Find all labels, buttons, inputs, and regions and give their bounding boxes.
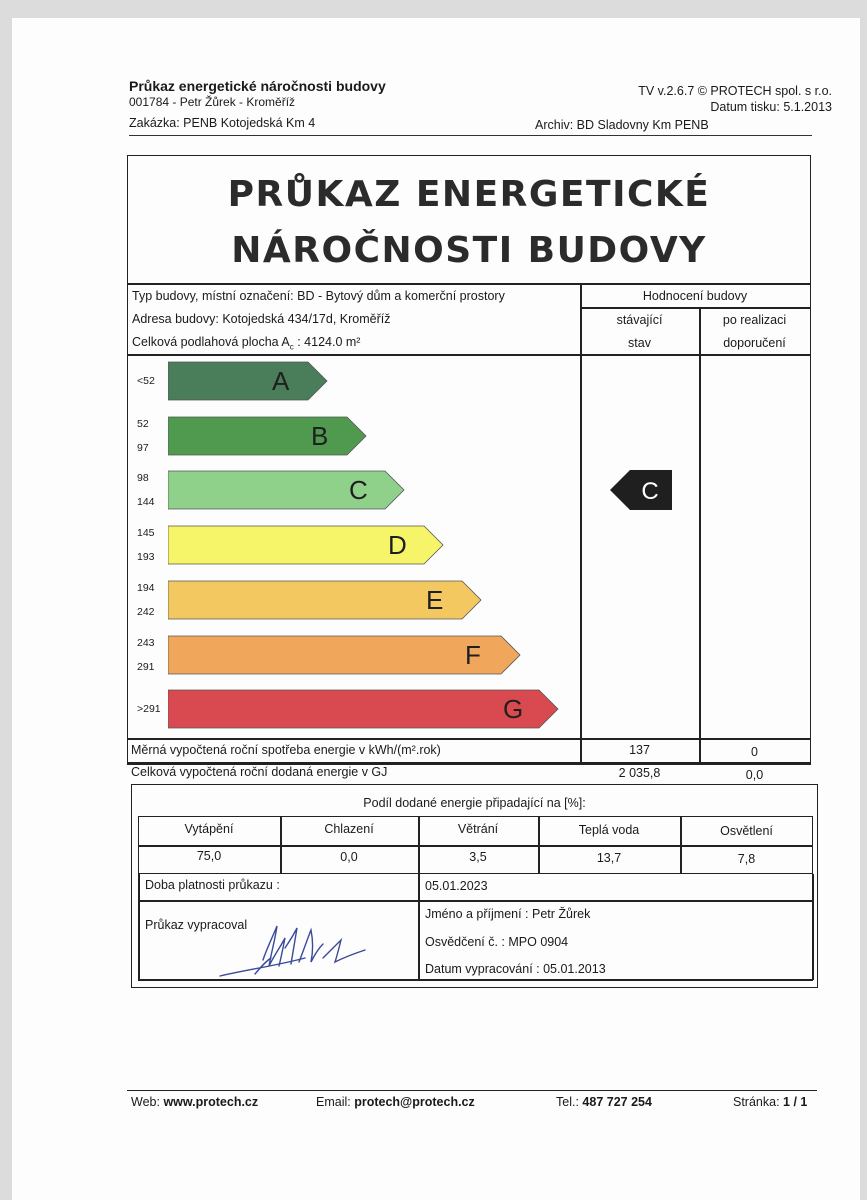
certificate-number: Osvědčení č. : MPO 0904 <box>425 935 569 949</box>
class-range-bottom-d: 193 <box>137 551 155 563</box>
divider <box>138 845 813 847</box>
assessor-name: Jméno a příjmení : Petr Žůrek <box>425 907 591 921</box>
energy-class-letter: D <box>388 530 407 560</box>
energy-share-title: Podíl dodané energie připadající na [%]: <box>363 796 586 810</box>
class-range-top-e: 194 <box>137 582 155 594</box>
class-range-top-f: 243 <box>137 637 155 649</box>
header-divider <box>129 135 812 136</box>
energy-class-b-arrow <box>168 416 367 456</box>
share-header-heating: Vytápění <box>184 822 234 836</box>
current-class-marker <box>610 470 672 515</box>
current-class-letter: C <box>641 478 659 505</box>
energy-class-e-arrow <box>168 580 482 620</box>
archive-name: Archiv: BD Sladovny Km PENB <box>535 118 709 132</box>
building-address: Adresa budovy: Kotojedská 434/17d, Kroměříž <box>132 312 391 326</box>
after-realization-label-2: doporučení <box>723 336 786 350</box>
specific-consumption-after: 0 <box>751 745 758 759</box>
validity-label: Doba platnosti průkazu : <box>145 878 280 892</box>
total-energy-after: 0,0 <box>745 768 764 782</box>
current-state-label: stávající <box>616 313 663 327</box>
class-range-top-g: >291 <box>137 703 161 715</box>
share-header-lighting: Osvětlení <box>720 824 773 838</box>
total-energy-label: Celková vypočtená roční dodaná energie v GJ <box>131 765 388 779</box>
energy-class-letter: A <box>272 366 290 396</box>
energy-class-a-arrow <box>168 361 328 401</box>
order-line: Zakázka: PENB Kotojedská Km 4 <box>129 116 316 130</box>
class-range-top-b: 52 <box>137 418 149 430</box>
share-header-hot-water: Teplá voda <box>578 823 640 837</box>
share-value-ventilation: 3,5 <box>469 850 487 864</box>
total-energy-current: 2 035,8 <box>618 766 661 780</box>
rating-header: Hodnocení budovy <box>642 289 748 303</box>
footer-email: Email: protech@protech.cz <box>316 1095 475 1109</box>
software-version: TV v.2.6.7 © PROTECH spol. s r.o. <box>638 84 832 98</box>
footer-web: Web: www.protech.cz <box>131 1095 259 1109</box>
print-date: Datum tisku: 5.1.2013 <box>710 100 832 114</box>
share-value-lighting: 7,8 <box>737 852 756 866</box>
email-link[interactable]: protech@protech.cz <box>354 1095 475 1109</box>
class-range-bottom-e: 242 <box>137 606 155 618</box>
document-title: Průkaz energetické náročnosti budovy <box>129 78 386 94</box>
main-title-line1: PRŮKAZ ENERGETICKÉ <box>227 174 711 215</box>
footer-divider <box>127 1090 817 1091</box>
energy-class-f-arrow <box>168 635 521 675</box>
footer-phone: Tel.: 487 727 254 <box>556 1095 652 1109</box>
energy-class-letter: F <box>465 640 481 670</box>
class-range-top-d: 145 <box>137 527 155 539</box>
divider <box>138 900 813 902</box>
share-header-cooling: Chlazení <box>324 822 374 836</box>
share-value-heating: 75,0 <box>196 849 222 863</box>
author-line: 001784 - Petr Žůrek - Kroměříž <box>129 95 296 109</box>
divider <box>128 762 810 764</box>
current-class-arrow <box>610 470 672 510</box>
current-state-label-2: stav <box>628 336 651 350</box>
divider <box>128 283 810 285</box>
divider <box>418 874 420 980</box>
class-range-bottom-c: 144 <box>137 496 155 508</box>
divider <box>128 738 810 740</box>
class-range-top-c: 98 <box>137 472 149 484</box>
footer-page: Stránka: 1 / 1 <box>733 1095 808 1109</box>
divider <box>812 874 814 980</box>
divider <box>138 874 140 980</box>
energy-class-d-arrow <box>168 525 444 565</box>
energy-class-letter: C <box>349 475 368 505</box>
building-type: Typ budovy, místní označení: BD - Bytový dům a komerční prostory <box>132 289 505 303</box>
after-realization-label: po realizaci <box>722 313 787 327</box>
specific-consumption-label: Měrná vypočtená roční spotřeba energie v kWh/(m².rok) <box>131 743 441 757</box>
class-range-bottom-f: 291 <box>137 661 155 673</box>
energy-class-letter: E <box>426 585 444 615</box>
divider <box>699 307 701 763</box>
main-title-line2: NÁROČNOSTI BUDOVY <box>231 230 707 271</box>
prepared-by-label: Průkaz vypracoval <box>145 918 248 932</box>
divider <box>128 354 810 356</box>
share-value-cooling: 0,0 <box>340 850 358 864</box>
class-range-bottom-b: 97 <box>137 442 149 454</box>
share-header-ventilation: Větrání <box>457 822 499 836</box>
share-value-hot-water: 13,7 <box>596 851 622 865</box>
handwritten-signature <box>215 918 390 980</box>
validity-value: 05.01.2023 <box>425 879 488 893</box>
building-area: Celková podlahová plocha $A_c$ : 4124.0 m² <box>132 335 361 352</box>
energy-class-letter: G <box>503 694 524 724</box>
preparation-date: Datum vypracování : 05.01.2013 <box>425 962 606 976</box>
divider <box>580 307 810 309</box>
energy-class-g-arrow <box>168 689 559 729</box>
energy-class-letter: B <box>311 421 329 451</box>
class-range-top-a: <52 <box>137 375 155 387</box>
energy-class-c-arrow <box>168 470 405 510</box>
web-link[interactable]: www.protech.cz <box>163 1095 259 1109</box>
specific-consumption-current: 137 <box>629 743 650 757</box>
